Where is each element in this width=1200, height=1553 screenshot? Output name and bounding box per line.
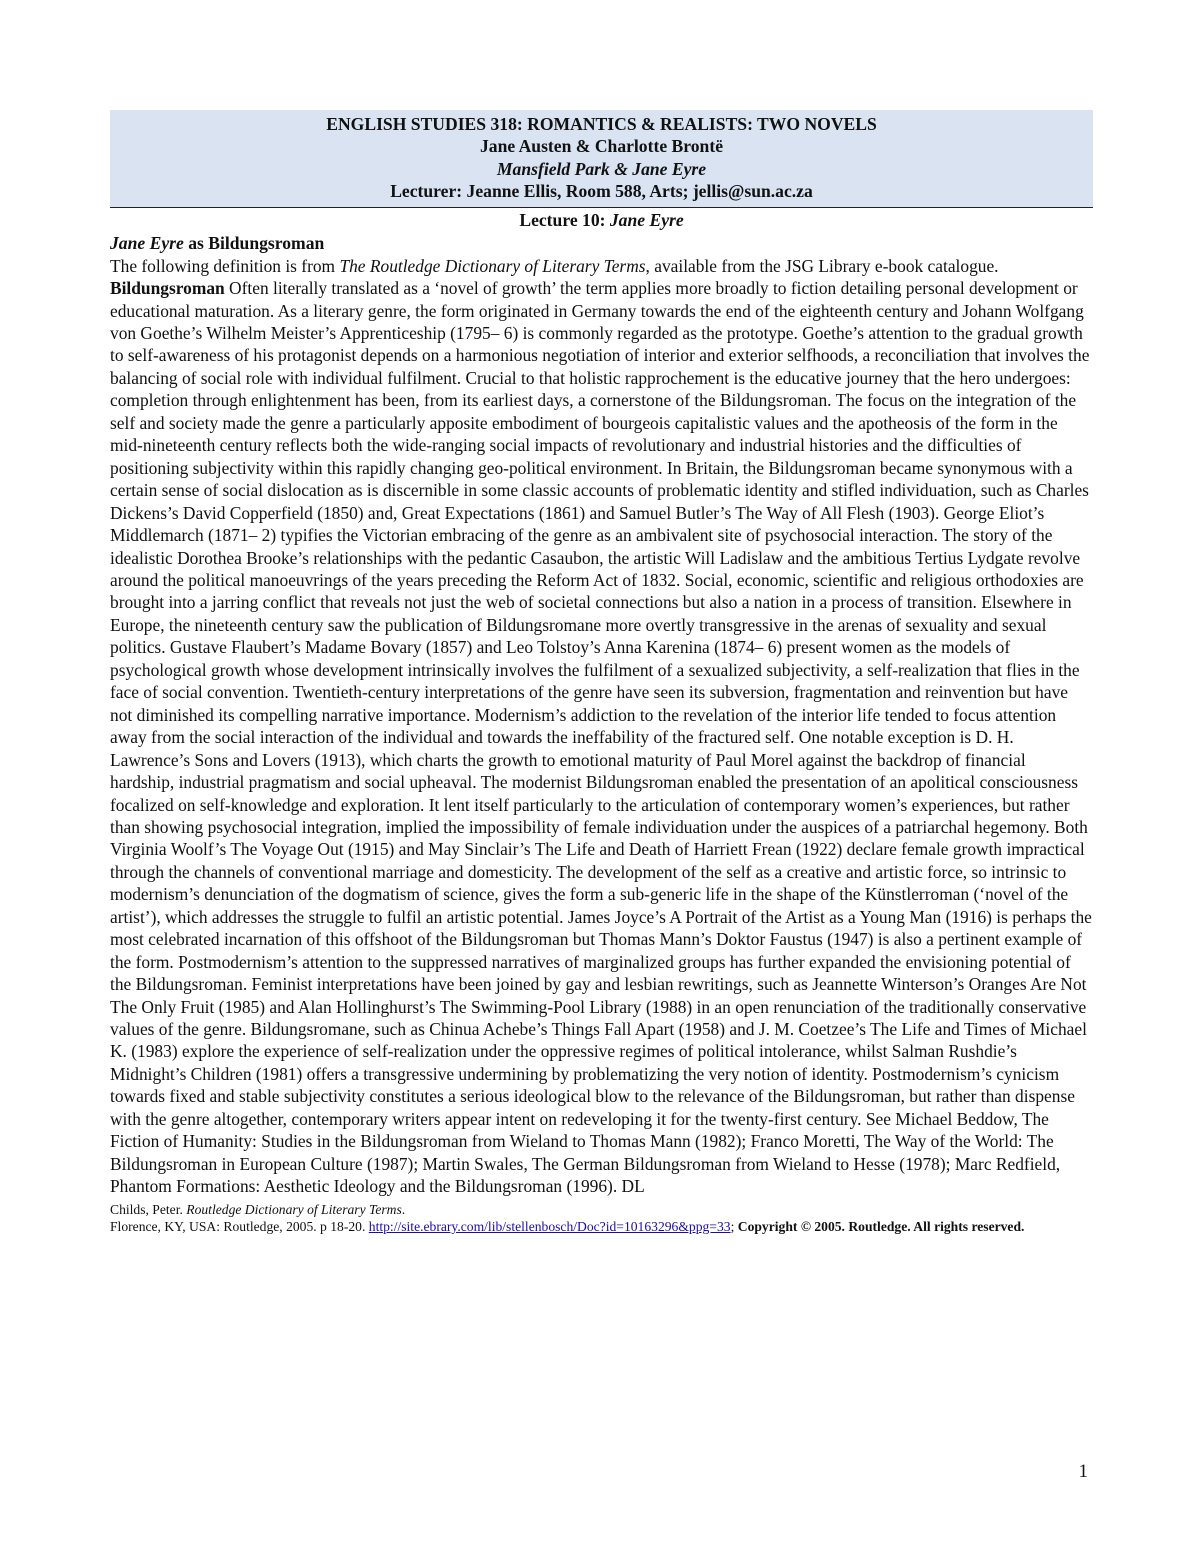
lecturer-info: Lecturer: Jeanne Ellis, Room 588, Arts; jellis@sun.ac.za — [390, 181, 813, 202]
course-novels: Mansfield Park & Jane Eyre — [496, 158, 707, 179]
course-authors: Jane Austen & Charlotte Brontë — [479, 136, 724, 157]
definition-text: Often literally translated as a ‘novel of growth’ the term applies more broadly to fiction detailing personal development or educational maturation. As a literary genre, the form originated in Germany towards the end of the eighteenth century and Johann Wolfgang von Goethe’s Wilhelm Meister’s Apprenticeship (1795– 6) is commonly regarded as the prototype. Goethe’s attention to the gradual growth to self-awareness of his protagonist depends on a harmonious negotiation of interior and exterior selfhoods, a reconciliation that involves the balancing of social role with individual fulfilment. Crucial to that holistic rapprochement is the educative journey that the hero undergoes: completion through enlightenment has been, from its earliest days, a cornerstone of the Bildungsroman. The focus on the integration of the self and society made the genre a particularly apposite embodiment of bourgeois capitalistic values and the apotheosis of the form in the mid-nineteenth century reflects both the wide-ranging social impacts of revolutionary and industrial histories and the difficulties of positioning subjectivity within this rapidly changing geo-political environment. In Britain, the Bildungsroman became synonymous with a certain sense of social dislocation as is discernible in some classic accounts of problematic identity and stifled individuation, such as Charles Dickens’s David Copperfield (1850) and, Great Expectations (1861) and Samuel Butler’s The Way of All Flesh (1903). George Eliot’s Middlemarch (1871– 2) typifies the Victorian embracing of the genre as an ambivalent site of psychosocial interaction. The story of the idealistic Dorothea Brooke’s relationships with the pedantic Casaubon, the artistic Will Ladislaw and the ambitious Tertius Lydgate revolve around the political manoeuvrings of the years preceding the Reform Act of 1832. Social, economic, scientific and religious orthodoxies are brought into a jarring conflict that reveals not just the web of societal connections but also a nation in a process of transition. Elsewhere in Europe, the nineteenth century saw the publication of Bildungsromane more overtly transgressive in the arenas of sexuality and sexual politics. Gustave Flaubert’s Madame Bovary (1857) and Leo Tolstoy’s Anna Karenina (1874– 6) present women as the models of psychological growth whose development intrinsically involves the fulfilment of a sexualized subjectivity, a self-realization that flies in the face of social convention. Twentieth-century interpretations of the genre have seen its subversion, fragmentation and reinvention but have not diminished its compelling narrative importance. Modernism’s addiction to the revelation of the interior life tended to focus attention away from the social interaction of the individual and towards the ineffability of the fractured self. One notable exception is D. H. Lawrence’s Sons and Lovers (1913), which charts the growth to emotional maturity of Paul Morel against the backdrop of financial hardship, industrial pragmatism and social upheaval. The modernist Bildungsroman enabled the presentation of an apolitical consciousness focalized on self-knowledge and exploration. It lent itself particularly to the articulation of contemporary women’s experiences, but rather than showing psychosocial integration, implied the impossibility of female individuation under the auspices of a patriarchal hegemony. Both Virginia Woolf’s The Voyage Out (1915) and May Sinclair’s The Life and Death of Harriett Frean (1922) declare female growth impractical through the channels of conventional marriage and domesticity. The development of the self as a creative and artistic force, so intrinsic to modernism’s denunciation of the dogmatism of science, gives the form a sub-generic life in the shape of the Künstlerroman (‘novel of the artist’), which addresses the struggle to fulfil an artistic potential. James Joyce’s A Portrait of the Artist as a Young Man (1916) is perhaps the most celebrated incarnation of this offshoot of the Bildungsroman but Thomas Mann’s Doktor Faustus (1947) is also a pertinent example of the form. Postmodernism’s attention to the suppressed narratives of marginalized groups has further expanded the envisioning potential of the Bildungsroman. Feminist interpretations have been joined by gay and lesbian rewritings, such as Jeannette Winterson’s Oranges Are Not The Only Fruit (1985) and Alan Hollinghurst’s The Swimming-Pool Library (1988) in an open renunciation of the traditionally conservative values of the genre. Bildungsromane, such as Chinua Achebe’s Things Fall Apart (1958) and J. M. Coetzee’s The Life and Times of Michael K. (1983) explore the experience of self-realization under the oppressive regimes of political intolerance, whilst Salman Rushdie’s Midnight’s Children (1981) offers a transgressive undermining by problematizing the very notion of identity. Postmodernism’s cynicism towards fixed and stable subjectivity constitutes a serious ideological blow to the relevance of the Bildungsroman, but rather than dispense with the genre altogether, contemporary writers appear intent on redeveloping it for the twenty-first century. See Michael Beddow, The Fiction of Humanity: Studies in the Bildungsroman from Wieland to Thomas Mann (1982); Franco Moretti, The Way of the World: The Bildungsroman in European Culture (1987); Martin Swales, The German Bildungsroman from Wieland to Hesse (1978); Marc Redfield, Phantom Formations: Aesthetic Ideology and the Bildungsroman (1996). DL — [110, 278, 1092, 1197]
citation-author: Childs, Peter. — [110, 1201, 187, 1217]
source-citation — [110, 1201, 1093, 1235]
citation-book: Routledge Dictionary of Literary Terms — [186, 1201, 402, 1217]
citation-publisher: Florence, KY, USA: Routledge, 2005. p 18-20. — [110, 1218, 369, 1234]
course-title: ENGLISH STUDIES 318: ROMANTICS & REALISTS: TWO NOVELS — [326, 114, 877, 134]
citation-line-1 — [110, 1201, 1093, 1218]
definition-term: Bildungsroman — [110, 278, 225, 299]
definition-paragraph — [110, 277, 1093, 1198]
intro-after: , available from the JSG Library e-book catalogue. — [645, 255, 999, 276]
intro-paragraph — [110, 255, 1093, 277]
section-heading-rest: as Bildungsroman — [183, 232, 325, 253]
section-heading-italic: Jane Eyre — [110, 232, 184, 253]
document-page — [110, 110, 1093, 1235]
citation-line-2 — [110, 1218, 1093, 1235]
course-header — [110, 110, 1093, 208]
lecture-title — [110, 209, 1093, 232]
lecture-prefix: Lecture 10: — [519, 209, 610, 230]
copyright-notice: Copyright © 2005. Routledge. All rights reserved. — [737, 1218, 1025, 1234]
citation-link[interactable]: http://site.ebrary.com/lib/stellenbosch/Doc?id=10163296&ppg=33 — [368, 1218, 731, 1234]
intro-before: The following definition is from — [110, 255, 340, 276]
page-number: 1 — [1078, 1461, 1088, 1482]
citation-book-end: . — [401, 1201, 406, 1217]
citation-separator: ; — [730, 1218, 738, 1234]
lecture-novel-title: Jane Eyre — [609, 209, 684, 230]
intro-book-title: The Routledge Dictionary of Literary Terms — [339, 255, 646, 276]
section-heading — [110, 232, 1093, 255]
